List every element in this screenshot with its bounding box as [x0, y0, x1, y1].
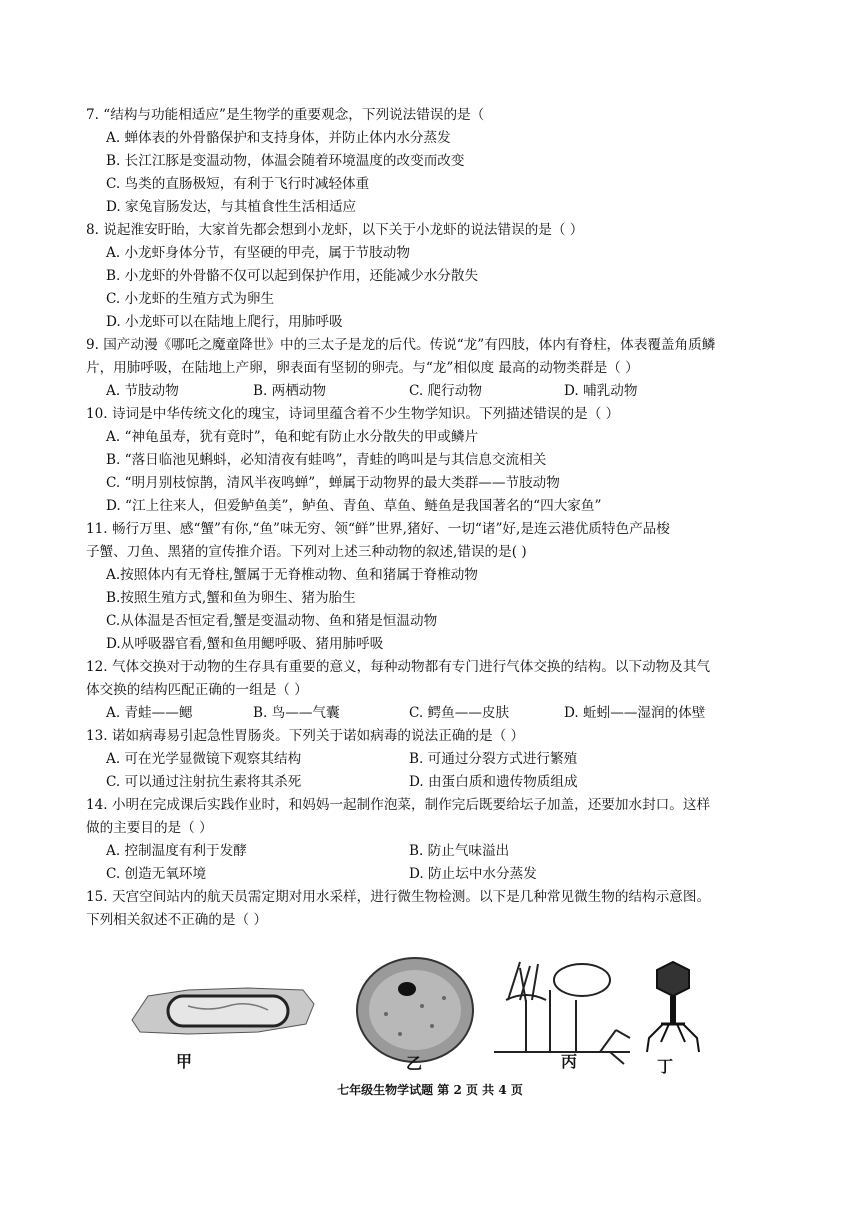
question-stem-cont: 片，用肺呼吸，在陆地上产卵，卵表面有坚韧的卵壳。与“龙”相似度 最高的动物类群是（ ）: [86, 360, 639, 376]
option-row: [86, 702, 826, 725]
option-c: C. 爬行动物: [409, 383, 482, 399]
option-d: D. 由蛋白质和遗传物质组成: [409, 774, 578, 790]
question-stem-cont: 子蟹、刀鱼、黑猪的宣传推介语。下列对上述三种动物的叙述,错误的是( ): [86, 544, 527, 560]
option-row: [86, 840, 826, 863]
question-14: [86, 794, 826, 886]
option-c: C.从体温是否恒定看,蟹是变温动物、鱼和猪是恒温动物: [106, 613, 438, 629]
figure-label-jia: 甲: [176, 1052, 193, 1071]
option-b: B. 防止气味溢出: [409, 843, 510, 859]
question-list: [86, 104, 826, 932]
figure-label-yi: 乙: [406, 1054, 423, 1073]
question-12: [86, 656, 826, 725]
option-b: B. “落日临池见蝌蚪，必知清夜有蛙鸣”，青蛙的鸣叫是与其信息交流相关: [106, 452, 547, 468]
option-row: [86, 863, 826, 886]
question-stem-cont: 体交换的结构匹配正确的一组是（ ）: [86, 682, 308, 698]
option-a: A. 可在光学显微镜下观察其结构: [106, 751, 302, 767]
question-stem-cont: 下列相关叙述不正确的是（ ）: [86, 912, 268, 928]
option-c: C. 小龙虾的生殖方式为卵生: [106, 291, 275, 307]
figure-label-ding: 丁: [657, 1057, 674, 1076]
option-c: C. 鸟类的直肠极短，有利于飞行时减轻体重: [106, 176, 370, 192]
option-row: [86, 380, 826, 403]
option-b: B. 两栖动物: [253, 383, 327, 399]
option-b: B. 可通过分裂方式进行繁殖: [409, 751, 578, 767]
question-stem: 8. 说起淮安盱眙，大家首先都会想到小龙虾，以下关于小龙虾的说法错误的是（ ）: [86, 222, 584, 238]
question-stem: 15. 天宫空间站内的航天员需定期对用水采样，进行微生物检测。以下是几种常见微生物的结构示意图。: [86, 889, 711, 905]
question-stem: 7. “结构与功能相适应”是生物学的重要观念，下列说法错误的是（: [86, 107, 485, 123]
option-row: [86, 771, 826, 794]
option-a: A. 青蛙——鳃: [106, 705, 193, 721]
microorganism-figures: [0, 950, 860, 1080]
option-c: C. 创造无氧环境: [106, 866, 207, 882]
option-c: C. 鳄鱼——皮肤: [409, 705, 510, 721]
option-row: [86, 748, 826, 771]
option-d: D. 哺乳动物: [564, 383, 638, 399]
option-d: D. “江上往来人，但爱鲈鱼美”，鲈鱼、青鱼、草鱼、鲢鱼是我国著名的“四大家鱼”: [106, 498, 602, 514]
option-b: B. 小龙虾的外骨骼不仅可以起到保护作用，还能减少水分散失: [106, 268, 479, 284]
option-c: C. 可以通过注射抗生素将其杀死: [106, 774, 302, 790]
option-a: A. 蝉体表的外骨骼保护和支持身体，并防止体内水分蒸发: [106, 130, 451, 146]
option-a: A. 节肢动物: [106, 383, 179, 399]
question-13: [86, 725, 826, 794]
bacteriophage-figure: [643, 960, 703, 1055]
question-stem: 9. 国产动漫《哪吒之魔童降世》中的三太子是龙的后代。传说“龙”有四肢，体内有脊柱，体表覆盖角质鳞: [86, 337, 716, 353]
bacterium-figure: [128, 980, 318, 1040]
question-10: [86, 403, 826, 518]
option-d: D.从呼吸器官看,蟹和鱼用鳃呼吸、猪用肺呼吸: [106, 636, 384, 652]
question-8: [86, 219, 826, 334]
question-7: [86, 104, 826, 219]
question-stem: 11. 畅行万里、感“蟹”有你,“鱼”味无穷、领“鲜”世界,猪好、一切“诸”好,是连云港优质特色产品梭: [86, 521, 670, 537]
question-stem: 14. 小明在完成课后实践作业时，和妈妈一起制作泡菜，制作完后既要给坛子加盖，还要加水封口。这样: [86, 797, 711, 813]
yeast-cell-figure: [352, 954, 478, 1066]
option-d: D. 防止坛中水分蒸发: [409, 866, 537, 882]
question-15: [86, 886, 826, 932]
option-a: A. 小龙虾身体分节，有坚硬的甲壳，属于节肢动物: [106, 245, 410, 261]
option-b: B.按照生殖方式,蟹和鱼为卵生、猪为胎生: [106, 590, 356, 606]
option-d: D. 家兔盲肠发达，与其植食性生活相适应: [106, 199, 357, 215]
option-b: B. 鸟——气囊: [253, 705, 340, 721]
option-b: B. 长江江豚是变温动物，体温会随着环境温度的改变而改变: [106, 153, 465, 169]
question-stem: 13. 诺如病毒易引起急性胃肠炎。下列关于诺如病毒的说法正确的是（ ）: [86, 728, 525, 744]
question-stem-cont: 做的主要目的是（ ）: [86, 820, 213, 836]
question-stem: 10. 诗词是中华传统文化的瑰宝，诗词里蕴含着不少生物学知识。下列描述错误的是（ ）: [86, 406, 620, 422]
option-c: C. “明月别枝惊鹊，清风半夜鸣蝉”，蝉属于动物界的最大类群——节肢动物: [106, 475, 560, 491]
option-a: A. “神龟虽寿，犹有竟时”，龟和蛇有防止水分散失的甲或鳞片: [106, 429, 479, 445]
question-stem: 12. 气体交换对于动物的生存具有重要的意义，每种动物都有专门进行气体交换的结构。以下动物及其气: [86, 659, 711, 675]
page-footer: 七年级生物学试题 第 2 页 共 4 页: [337, 1083, 523, 1097]
option-d: D. 蚯蚓——湿润的体壁: [564, 705, 706, 721]
question-9: [86, 334, 826, 403]
option-d: D. 小龙虾可以在陆地上爬行，用肺呼吸: [106, 314, 343, 330]
option-a: A. 控制温度有利于发酵: [106, 843, 247, 859]
figure-label-bing: 丙: [561, 1052, 578, 1071]
option-a: A.按照体内有无脊柱,蟹属于无脊椎动物、鱼和猪属于脊椎动物: [106, 567, 478, 583]
question-11: [86, 518, 826, 656]
